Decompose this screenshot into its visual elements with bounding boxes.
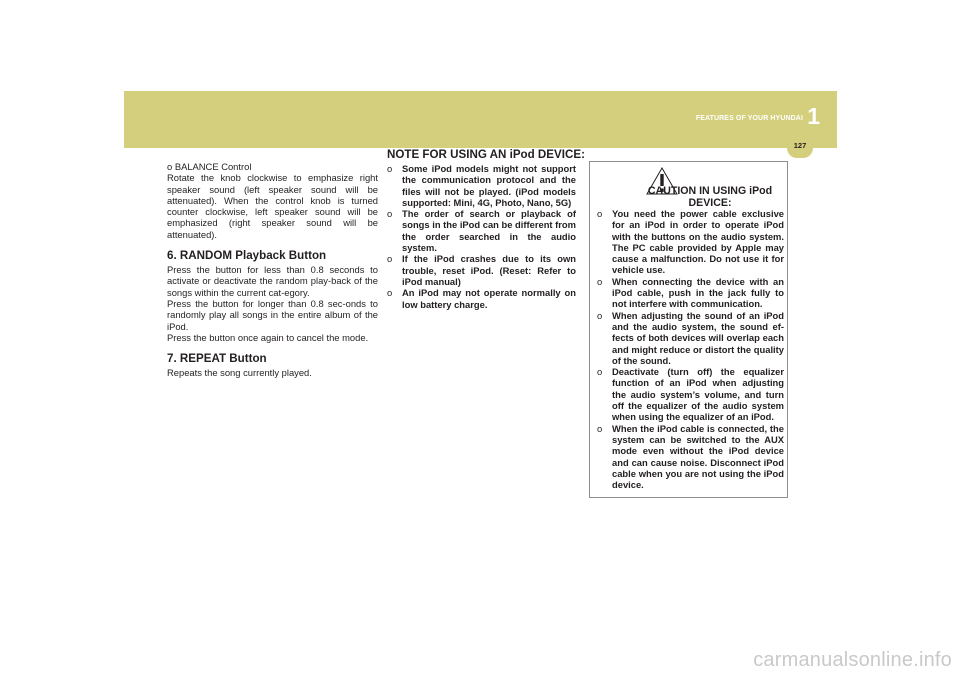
watermark-link[interactable]: carmanualsonline.info	[753, 649, 952, 671]
note-title: NOTE FOR USING AN iPod DEVICE:	[387, 148, 585, 161]
page-number: 127	[793, 141, 807, 150]
list-item: o If the iPod crashes due to its own trouble, reset iPod. (Reset: Refer to iPod manual)	[387, 253, 576, 287]
random-text-3: Press the button once again to cancel the mode.	[167, 331, 369, 343]
header-band	[124, 91, 837, 148]
left-column	[167, 161, 378, 378]
caution-list	[597, 208, 784, 490]
caution-title: CAUTION IN USING iPod DEVICE:	[647, 185, 773, 209]
note-section	[387, 148, 585, 310]
random-text-2: Press the button for longer than 0.8 sec-onds to randomly play all songs in the entire album of the iPod.	[167, 297, 378, 332]
list-item: o Deactivate (turn off) the equalizer function of an iPod when adjusting the audio system’s volume, and turn off the equalizer of the audio system when using the equalizer of an iPod.	[597, 366, 784, 423]
page-number-tab	[787, 138, 813, 158]
list-item: o When connecting the device with an iPod cable, push in the jack fully to not interfere with communication.	[597, 275, 784, 310]
random-text-1: Press the button for less than 0.8 seconds to activate or deactivate the random play-back of the songs within the current cat-egory.	[167, 264, 378, 298]
balance-title: o BALANCE Control	[167, 161, 252, 172]
caution-box	[589, 161, 788, 498]
list-item: o The order of search or playback of songs in the iPod can be different from the order searched in the audio system.	[387, 208, 576, 254]
repeat-heading: 7. REPEAT Button	[167, 352, 267, 366]
list-item: o When the iPod cable is connected, the system can be switched to the AUX mode even without the iPod device and can cause noise. Disconnect iPod cable when you are not using the iPod device.	[597, 422, 784, 491]
list-item: o When adjusting the sound of an iPod and the audio system, the sound ef-fects of both devices will overlap each and might reduce or distort the quality of the sound.	[597, 309, 784, 366]
list-item: o An iPod may not operate normally on low battery charge.	[387, 287, 576, 310]
repeat-text: Repeats the song currently played.	[167, 367, 312, 379]
balance-text: Rotate the knob clockwise to emphasize right speaker sound (left speaker sound will be attenuated). When the control knob is turned counter clockwise, left speaker sound will be emphasized (right speaker sound will be attenuated).	[167, 172, 378, 240]
random-heading: 6. RANDOM Playback Button	[167, 249, 327, 263]
chapter-title: FEATURES OF YOUR HYUNDAI	[695, 115, 803, 122]
chapter-number: 1	[807, 103, 820, 129]
list-item: o Some iPod models might not support the communication protocol and the files will not be played. (iPod models supported: Mini, 4G, Photo, Nano, 5G)	[387, 163, 576, 208]
list-item: o You need the power cable exclusive for an iPod in order to operate iPod with the buttons on the audio system. The PC cable provided by Apple may cause a malfunction. Do not use it for vehicle use.	[597, 208, 784, 276]
